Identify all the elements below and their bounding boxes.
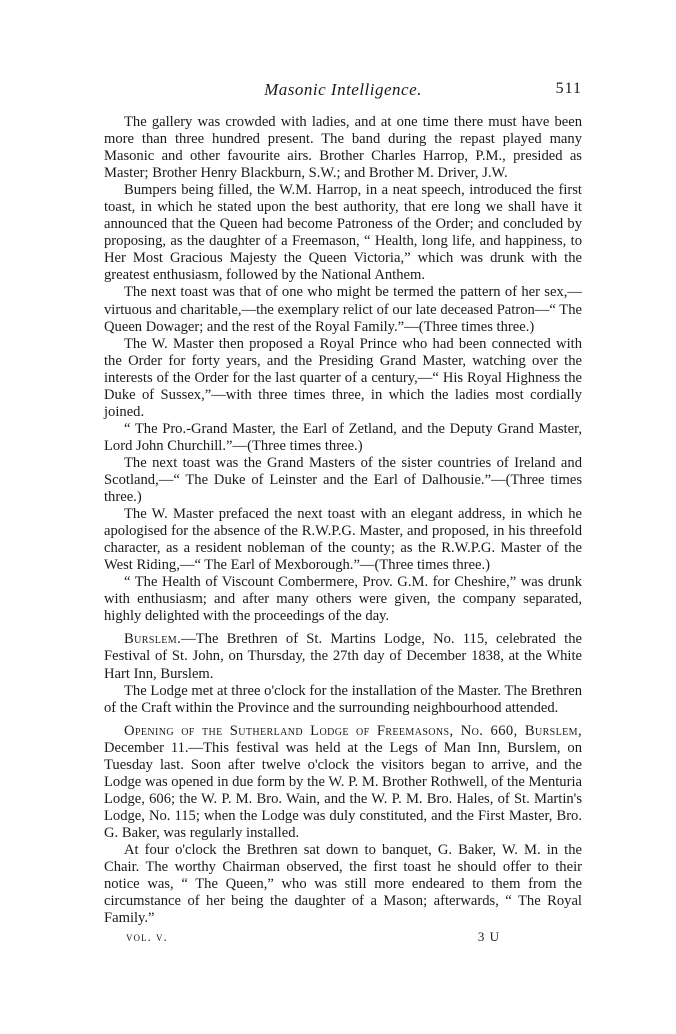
signature-mark: 3 U bbox=[477, 929, 500, 945]
paragraph-text: “ The Health of Viscount Combermere, Prov. G.M. for Cheshire,” was drunk with enthusiasm; and after many others were given, the company separated, highly delighted with the proceedings of the day. bbox=[104, 574, 582, 625]
paragraph-text: At four o'clock the Brethren sat down to banquet, G. Baker, W. M. in the Chair. The worthy Chairman observed, the first toast he should offer to their notice was, “ The Queen,” who was still more endeared to them from the circumstance of her being the daughter of a Mason; afterwards, “ The Royal Family.” bbox=[104, 841, 582, 927]
paragraph-text: The next toast was that of one who might be termed the pattern of her sex,—virtuous and charitable,—the exemplary relict of our late deceased Patron—“ The Queen Dowager; and the rest of the Royal Family.”—(Three times three.) bbox=[104, 284, 582, 335]
paragraph-text: The W. Master prefaced the next toast with an elegant address, in which he apologised for the absence of the R.W.P.G. Master, and proposed, in his threefold character, as a resident nobleman of the county; as the R.W.P.G. Master of the West Riding,—“ The Earl of Mexborough.”—(Three times three.) bbox=[104, 506, 582, 574]
page-footer bbox=[104, 929, 582, 949]
page bbox=[104, 80, 582, 949]
paragraph-lodge-met bbox=[104, 683, 582, 717]
paragraph-text: The next toast was the Grand Masters of the sister countries of Ireland and Scotland,—“ The Duke of Leinster and the Earl of Dalhousie.”—(Three times three.) bbox=[104, 454, 582, 506]
volume-label: vol. v. bbox=[126, 929, 168, 945]
paragraph-banquet bbox=[104, 842, 582, 927]
paragraph-gallery bbox=[104, 114, 582, 182]
paragraph-sutherland-lodge bbox=[104, 723, 582, 842]
running-title: Masonic Intelligence. bbox=[264, 80, 422, 99]
paragraph-text: “ The Pro.-Grand Master, the Earl of Zetland, and the Deputy Grand Master, Lord John Churchill.”—(Three times three.) bbox=[104, 420, 582, 454]
paragraph-text: Bumpers being filled, the W.M. Harrop, in a neat speech, introduced the first toast, in which he stated upon the best authority, that ere long we shall have it announced that the Queen had become Patroness of the Order; and concluded by proposing, as the daughter of a Freemason, “ Health, long life, and happiness, to Her Most Gracious Majesty the Queen Victoria,” which was drunk with the greatest enthusiasm, followed by the National Anthem. bbox=[104, 182, 582, 284]
section-lead: Opening of the Sutherland Lodge of Freemasons, No. 660, Burslem, bbox=[124, 722, 582, 739]
paragraph-burslem bbox=[104, 631, 582, 682]
paragraph-text: December 11.—This festival was held at the Legs of Man Inn, Burslem, on Tuesday last. Soon after twelve o'clock the visitors began to arrive, and the Lodge was opened in due form by the W. P. M. Brother Rothwell, of the Menturia Lodge, 606; the W. P. M. Bro. Wain, and the W. P. M. Bro. Hales, of St. Martin's Lodge, No. 115; when the Lodge was duly constituted, and the First Master, Bro. G. Baker, was regularly installed. bbox=[104, 739, 582, 841]
paragraph-queen-dowager bbox=[104, 284, 582, 335]
paragraph-text: The W. Master then proposed a Royal Prince who had been connected with the Order for forty years, and the Presiding Grand Master, watching over the interests of the Order for the last quarter of a century,—“ His Royal Highness the Duke of Sussex,”—with three times three, in which the ladies most cordially joined. bbox=[104, 335, 582, 420]
paragraph-sister-countries bbox=[104, 455, 582, 506]
paragraph-first-toast bbox=[104, 182, 582, 284]
paragraph-earl-of-mexborough bbox=[104, 506, 582, 574]
paragraph-pro-grand-master bbox=[104, 421, 582, 455]
paragraph-combermere bbox=[104, 574, 582, 625]
paragraph-text: The gallery was crowded with ladies, and at one time there must have been more than three hundred present. The band during the repast played many Masonic and other favourite airs. Brother Charles Harrop, P.M., presided as Master; Brother Henry Blackburn, S.W.; and Brother M. Driver, J.W. bbox=[104, 114, 582, 182]
section-lead: Burslem. bbox=[124, 631, 182, 648]
page-number: 511 bbox=[555, 80, 582, 97]
paragraph-text: The Lodge met at three o'clock for the installation of the Master. The Brethren of the Craft within the Province and the surrounding neighbourhood attended. bbox=[104, 682, 582, 716]
paragraph-text: —The Brethren of St. Martins Lodge, No. 115, celebrated the Festival of St. John, on Thursday, the 27th day of December 1838, at the White Hart Inn, Burslem. bbox=[104, 631, 582, 682]
article-body bbox=[104, 114, 582, 927]
paragraph-duke-of-sussex bbox=[104, 336, 582, 421]
page-header bbox=[104, 80, 582, 106]
